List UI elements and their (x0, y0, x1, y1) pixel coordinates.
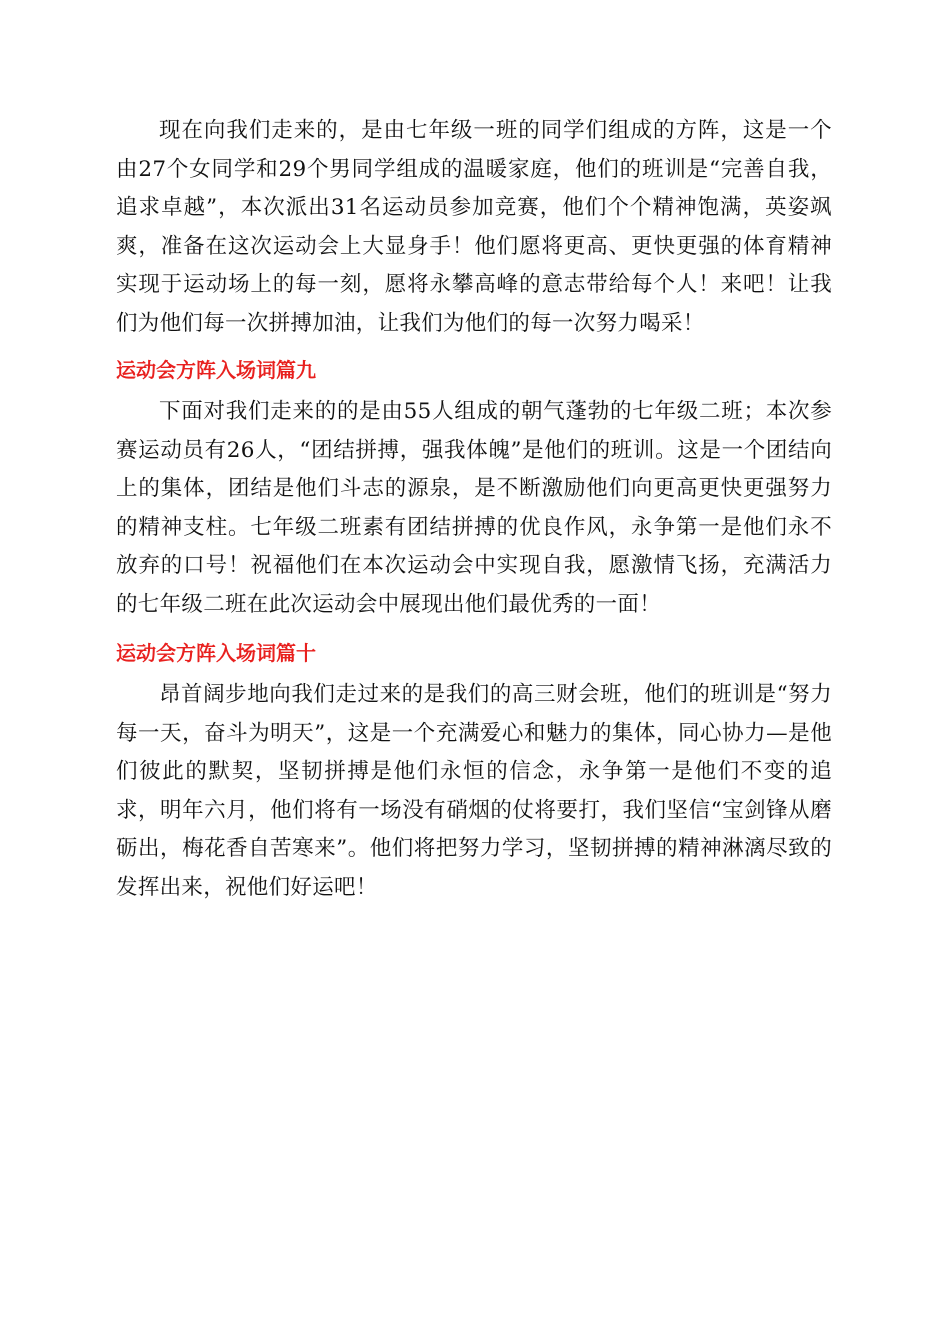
document-content (116, 112, 832, 907)
section-heading: 运动会方阵入场词篇九 (116, 358, 316, 382)
intro-paragraph: 现在向我们走来的，是由七年级一班的同学们组成的方阵，这是一个由27个女同学和29个男同学组成的温暖家庭，他们的班训是“完善自我，追求卓越”，本次派出31名运动员参加竞赛，他们个个精神饱满，英姿飒爽，准备在这次运动会上大显身手！他们愿将更高、更快更强的体育精神实现于运动场上的每一刻，愿将永攀高峰的意志带给每个人！来吧！让我们为他们每一次拼搏加油，让我们为他们的每一次努力喝采！ (116, 118, 832, 336)
section-paragraph: 昂首阔步地向我们走过来的是我们的高三财会班，他们的班训是“努力每一天，奋斗为明天”，这是一个充满爱心和魅力的集体，同心协力—是他们彼此的默契，坚韧拼搏是他们永恒的信念，永争第一是他们不变的追求，明年六月，他们将有一场没有硝烟的仗将要打，我们坚信“宝剑锋从磨砺出，梅花香自苦寒来”。他们将把努力学习，坚韧拼搏的精神淋漓尽致的发挥出来，祝他们好运吧！ (116, 682, 832, 900)
section-ten (116, 636, 832, 907)
section-heading: 运动会方阵入场词篇十 (116, 641, 316, 665)
section-paragraph: 下面对我们走来的的是由55人组成的朝气蓬勃的七年级二班；本次参赛运动员有26人，“团结拼搏，强我体魄”是他们的班训。这是一个团结向上的集体，团结是他们斗志的源泉，是不断激励他们向更高更快更强努力的精神支柱。七年级二班素有团结拼搏的优良作风，永争第一是他们永不放弃的口号！祝福他们在本次运动会中实现自我，愿激情飞扬，充满活力的七年级二班在此次运动会中展现出他们最优秀的一面！ (116, 399, 832, 617)
section-nine (116, 353, 832, 624)
